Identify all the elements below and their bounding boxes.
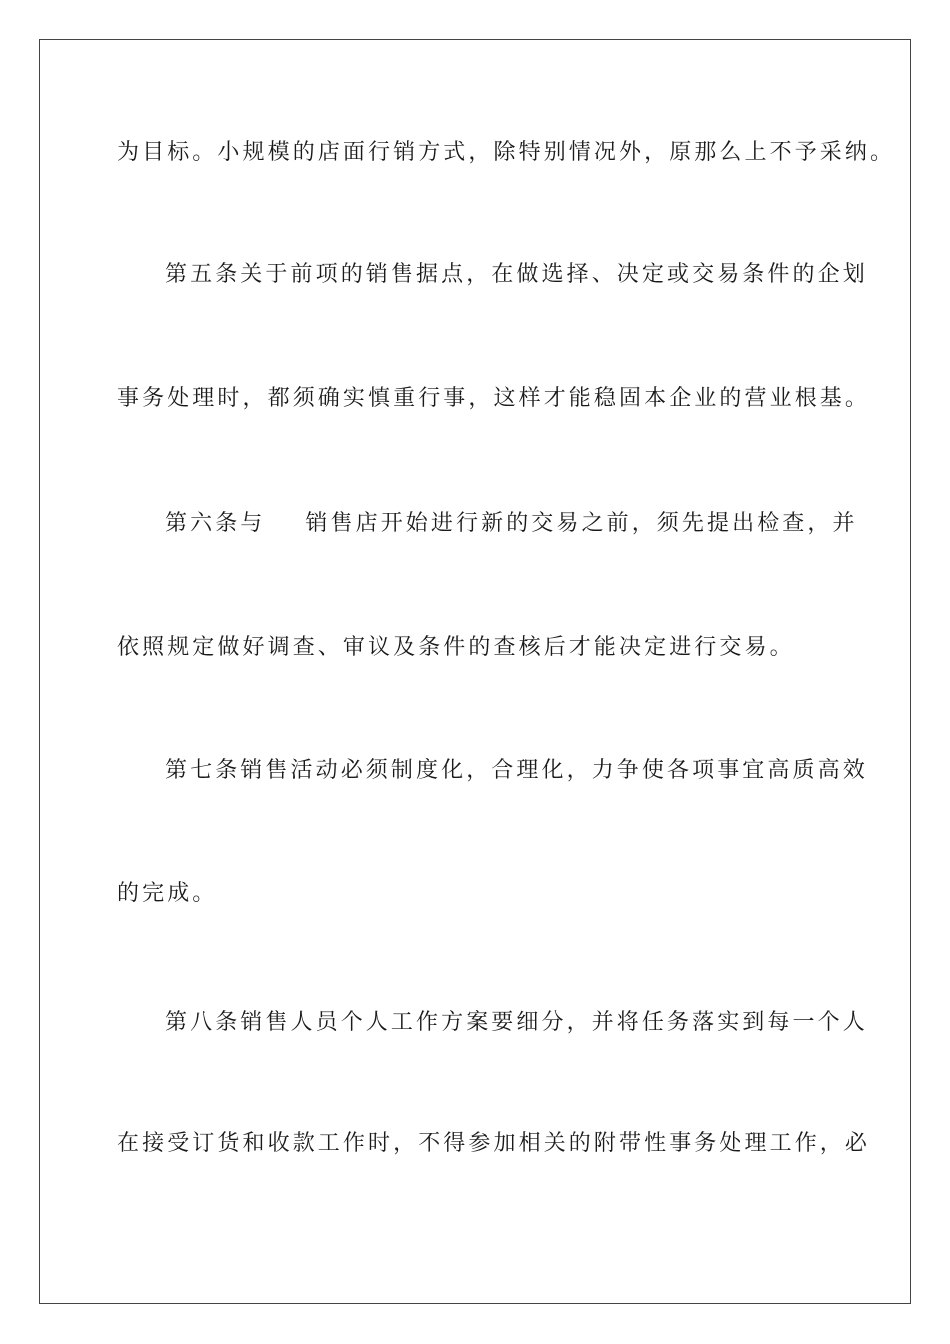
- text-line-1: 为目标。小规模的店面行销方式，除特别情况外，原那么上不予采纳。: [117, 140, 896, 165]
- page-border: [39, 39, 911, 1304]
- text-line-5: 依照规定做好调查、审议及条件的查核后才能决定进行交易。: [117, 635, 795, 660]
- text-line-4-end: 销售店开始进行新的交易之前，须先提出检查，并: [305, 511, 858, 536]
- text-line-6: 第七条销售活动必须制度化，合理化，力争使各项事宜高质高效: [165, 758, 868, 783]
- text-line-3: 事务处理时，都须确实慎重行事，这样才能稳固本企业的营业根基。: [117, 386, 871, 411]
- text-line-7: 的完成。: [117, 881, 218, 906]
- text-line-8: 第八条销售人员个人工作方案要细分，并将任务落实到每一个人: [165, 1010, 868, 1035]
- text-line-4-start: 第六条与: [165, 511, 266, 536]
- text-line-2: 第五条关于前项的销售据点，在做选择、决定或交易条件的企划: [165, 262, 868, 287]
- text-line-9: 在接受订货和收款工作时，不得参加相关的附带性事务处理工作，必: [117, 1131, 871, 1156]
- text-line-4: [165, 509, 858, 539]
